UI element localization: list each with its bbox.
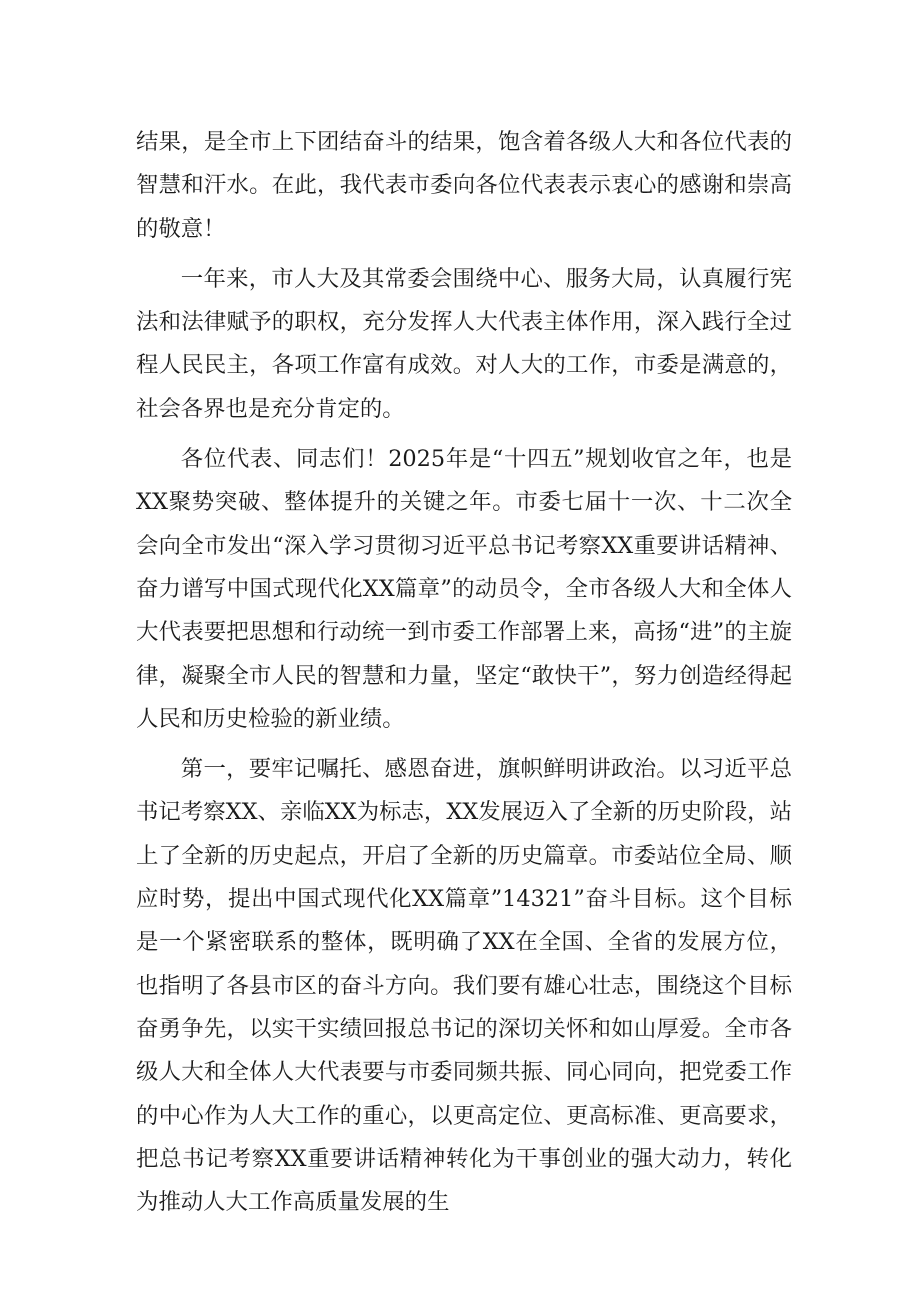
paragraph-npc-work-review: 一年来，市人大及其常委会围绕中心、服务大局，认真履行宪法和法律赋予的职权，充分发挥人大代表主体作用，深入践行全过程人民民主，各项工作富有成效。对人大的工作，市委是满意的，社会各界也是充分肯定的。 xyxy=(136,265,792,422)
paragraph-2025-key-year: 各位代表、同志们！2025年是“十四五”规划收官之年，也是XX聚势突破、整体提升的关键之年。市委七届十一次、十二次全会向全市发出“深入学习贯彻习近平总书记考察XX重要讲话精神、奋力谱写中国式现代化XX篇章”的动员令，全市各级人大和全体人大代表要把思想和行动统一到市委工作部署上来，高扬“进”的主旋律，凝聚全市人民的智慧和力量，坚定“敢快干”，努力创造经得起人民和历史检验的新业绩。 xyxy=(136,446,792,732)
paragraph-continuation: 结果，是全市上下团结奋斗的结果，饱含着各级人大和各位代表的智慧和汗水。在此，我代表市委向各位代表表示衷心的感谢和崇高的敬意！ xyxy=(136,129,792,242)
paragraph-first-point: 第一，要牢记嘱托、感恩奋进，旗帜鲜明讲政治。以习近平总书记考察XX、亲临XX为标志，XX发展迈入了全新的历史阶段，站上了全新的历史起点，开启了全新的历史篇章。市委站位全局、顺应时势，提出中国式现代化XX篇章”14321”奋斗目标。这个目标是一个紧密联系的整体，既明确了XX在全国、全省的发展方位，也指明了各县市区的奋斗方向。我们要有雄心壮志，围绕这个目标奋勇争先，以实干实绩回报总书记的深切关怀和如山厚爱。全市各级人大和全体人大代表要与市委同频共振、同心同向，把党委工作的中心作为人大工作的重心，以更高定位、更高标准、更高要求，把总书记考察XX重要讲话精神转化为干事创业的强大动力，转化为推动人大工作高质量发展的生 xyxy=(136,756,792,1216)
body-text xyxy=(136,121,792,1231)
